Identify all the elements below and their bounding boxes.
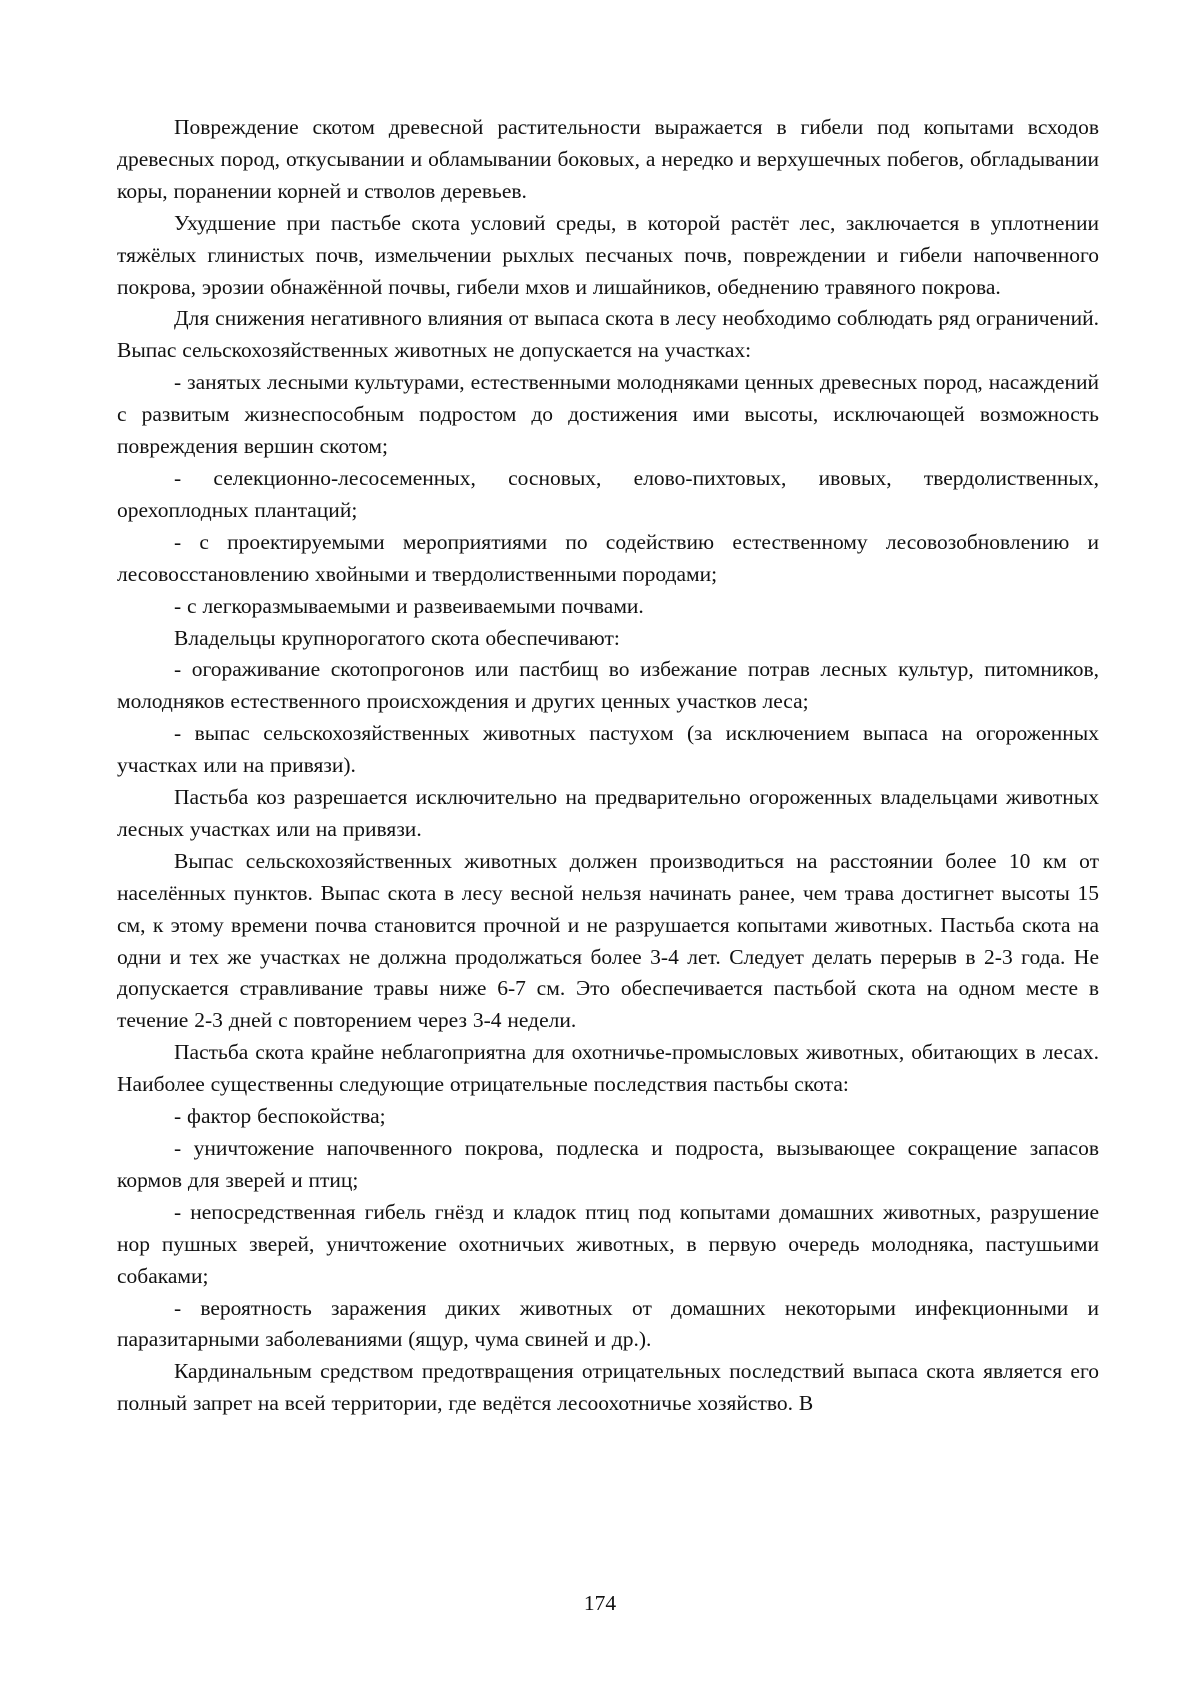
list-item: - огораживание скотопрогонов или пастбищ во избежание потрав лесных культур, питомников, молодняков естественного происхождения и других ценных участков леса; <box>117 657 1099 714</box>
list-item: - с проектируемыми мероприятиями по содействию естественному лесовозобновлению и лесовосстановлению хвойными и твердолиственными породами; <box>117 529 1099 586</box>
paragraph: Повреждение скотом древесной растительности выражается в гибели под копытами всходов древесных пород, откусывании и обламывании боковых, а нередко и верхушечных побегов, обгладывании коры, поранении корней и стволов деревьев. <box>117 115 1099 203</box>
paragraph: Ухудшение при пастьбе скота условий среды, в которой растёт лес, заключается в уплотнении тяжёлых глинистых почв, измельчении рыхлых песчаных почв, повреждении и гибели напочвенного покрова, эрозии обнажённой почвы, гибели мхов и лишайников, обеднению травяного покрова. <box>117 210 1099 299</box>
list-item: - занятых лесными культурами, естественными молодняками ценных древесных пород, насаждений с развитым жизнеспособным подростом до достижения ими высоты, исключающей возможность повреждения вершин скотом; <box>117 370 1099 459</box>
list-item: - уничтожение напочвенного покрова, подлеска и подроста, вызывающее сокращение запасов кормов для зверей и птиц; <box>117 1136 1099 1192</box>
paragraph: Выпас сельскохозяйственных животных должен производиться на расстоянии более 10 км от населённых пунктов. Выпас скота в лесу весной нельзя начинать ранее, чем трава достигнет высоты 15 см, к этому времени почва становится прочной и не разрушается копытами животных. Пастьба скота на одни и тех же участках не должна продолжаться более 3-4 лет. Следует делать перерыв в 2-3 года. Не допускается стравливание травы ниже 6-7 см. Это обеспечивается пастьбой скота на одном месте в течение 2-3 дней с повторением через 3-4 недели. <box>117 848 1099 1033</box>
list-item: - с легкоразмываемыми и развеиваемыми почвами. <box>174 593 644 618</box>
list-item: - выпас сельскохозяйственных животных пастухом (за исключением выпаса на огороженных участках или на привязи). <box>117 721 1099 778</box>
page-number: 174 <box>583 1591 617 1615</box>
paragraph: Для снижения негативного влияния от выпаса скота в лесу необходимо соблюдать ряд ограничений. Выпас сельскохозяйственных животных не допускается на участках: <box>117 306 1099 363</box>
paragraph: Пастьба скота крайне неблагоприятна для охотничье-промысловых животных, обитающих в лесах. Наиболее существенны следующие отрицательные последствия пастьбы скота: <box>117 1040 1099 1097</box>
list-item: - вероятность заражения диких животных от домашних некоторыми инфекционными и паразитарными заболеваниями (ящур, чума свиней и др.). <box>117 1295 1099 1352</box>
list-item: - фактор беспокойства; <box>174 1104 386 1129</box>
page-body-text <box>117 112 1099 1420</box>
paragraph: Пастьба коз разрешается исключительно на предварительно огороженных владельцами животных лесных участках или на привязи. <box>117 785 1099 841</box>
list-item: - селекционно-лесосеменных, сосновых, елово-пихтовых, ивовых, твердолиственных, орехоплодных плантаций; <box>117 465 1099 522</box>
paragraph: Кардинальным средством предотвращения отрицательных последствий выпаса скота является его полный запрет на всей территории, где ведётся лесоохотничье хозяйство. В <box>117 1359 1099 1416</box>
paragraph: Владельцы крупнорогатого скота обеспечивают: <box>174 625 620 650</box>
list-item: - непосредственная гибель гнёзд и кладок птиц под копытами домашних животных, разрушение нор пушных зверей, уничтожение охотничьих животных, в первую очередь молодняка, пастушьими собаками; <box>117 1199 1099 1288</box>
